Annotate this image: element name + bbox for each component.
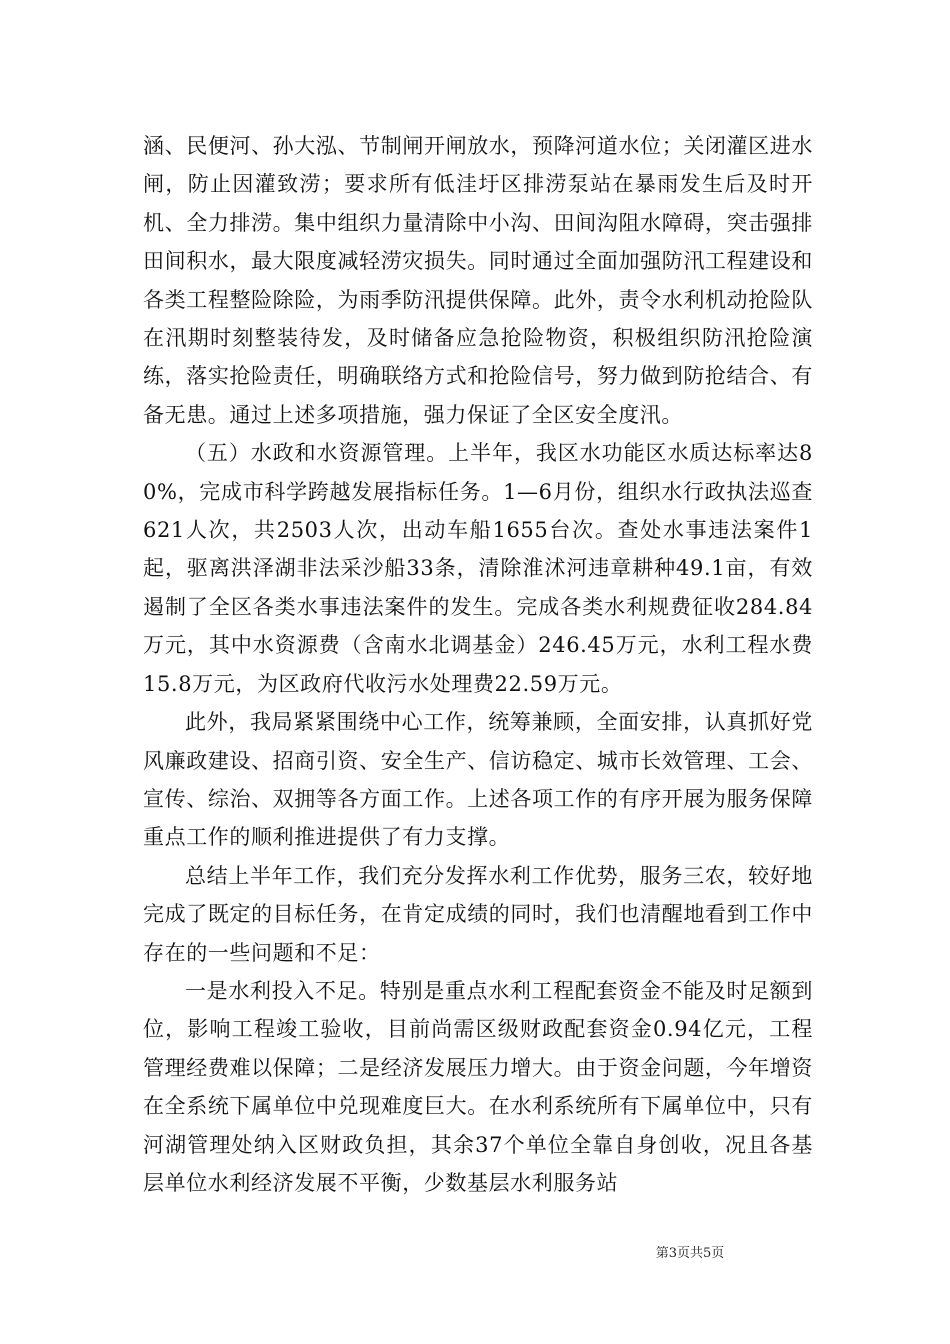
- document-body: [143, 127, 813, 1202]
- paragraph-3: 此外，我局紧紧围绕中心工作，统筹兼顾，全面安排，认真抓好党风廉政建设、招商引资、安全生产、信访稳定、城市长效管理、工会、宣传、综治、双拥等各方面工作。上述各项工作的有序开展为服务保障重点工作的顺利推进提供了有力支撑。: [143, 710, 813, 850]
- paragraph-4: 总结上半年工作，我们充分发挥水利工作优势，服务三农，较好地完成了既定的目标任务，在肯定成绩的同时，我们也清醒地看到工作中存在的一些问题和不足：: [143, 863, 813, 965]
- paragraph-5: 一是水利投入不足。特别是重点水利工程配套资金不能及时足额到位，影响工程竣工验收，目前尚需区级财政配套资金0.94亿元，工程管理经费难以保障；二是经济发展压力增大。由于资金问题，今年增资在全系统下属单位中兑现难度巨大。在水利系统所有下属单位中，只有河湖管理处纳入区财政负担，其余37个单位全靠自身创收，况且各基层单位水利经济发展不平衡，少数基层水利服务站: [143, 978, 813, 1195]
- paragraph-2: （五）水政和水资源管理。上半年，我区水功能区水质达标率达80%，完成市科学跨越发展指标任务。1—6月份，组织水行政执法巡查621人次，共2503人次，出动车船1655台次。查处水事违法案件1起，驱离洪泽湖非法采沙船33条，清除淮沭河违章耕种49.1亩，有效遏制了全区各类水事违法案件的发生。完成各类水利规费征收284.84万元，其中水资源费（含南水北调基金）246.45万元，水利工程水费15.8万元，为区政府代收污水处理费22.59万元。: [143, 441, 813, 696]
- paragraph-1: 涵、民便河、孙大泓、节制闸开闸放水，预降河道水位；关闭灌区进水闸，防止因灌致涝；要求所有低洼圩区排涝泵站在暴雨发生后及时开机、全力排涝。集中组织力量清除中小沟、田间沟阻水障碍，突击强排田间积水，最大限度减轻涝灾损失。同时通过全面加强防汛工程建设和各类工程整险除险，为雨季防汛提供保障。此外，责令水利机动抢险队在汛期时刻整装待发，及时储备应急抢险物资，积极组织防汛抢险演练，落实抢险责任，明确联络方式和抢险信号，努力做到防抢结合、有备无患。通过上述多项措施，强力保证了全区安全度汛。: [143, 134, 813, 427]
- page-number: 第3页共5页: [655, 1246, 725, 1261]
